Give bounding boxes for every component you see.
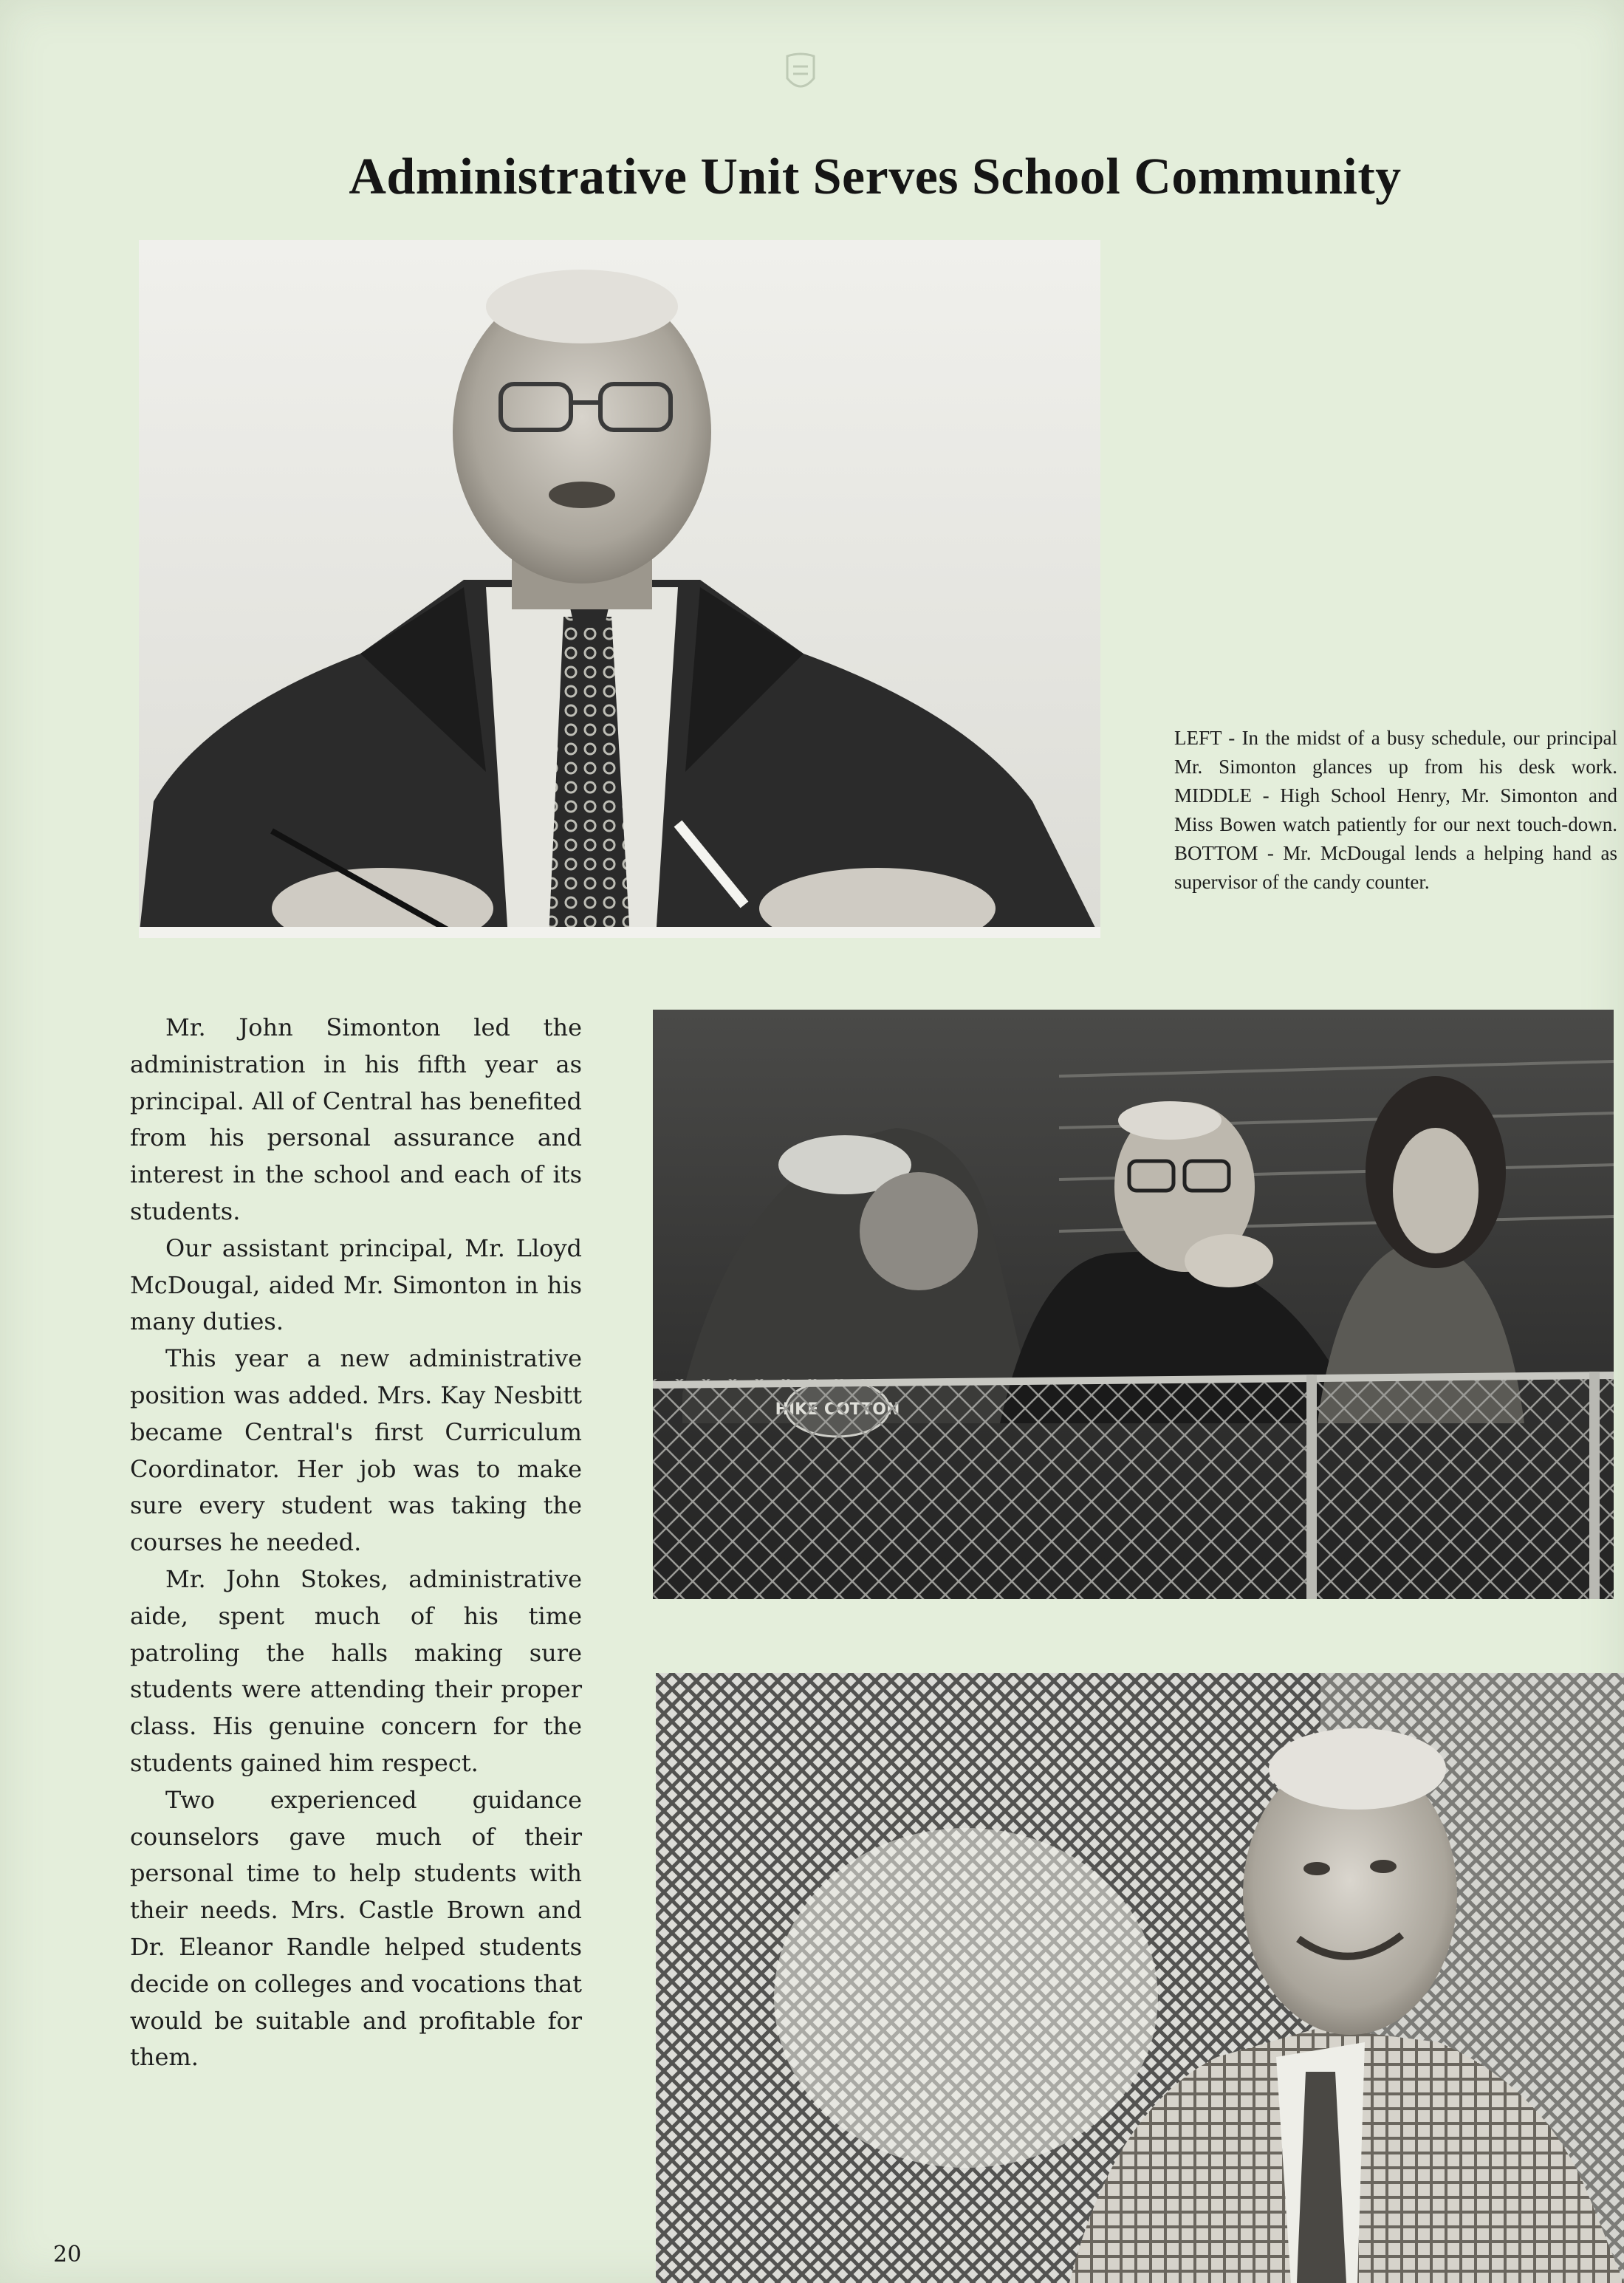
page-title: Administrative Unit Serves School Community — [349, 148, 1402, 205]
photo-candy-counter-supervisor — [656, 1673, 1624, 2283]
photo-principal-at-desk — [139, 240, 1100, 938]
page-number: 20 — [53, 2242, 82, 2267]
paragraph: This year a new administrative position was added. Mrs. Kay Nesbitt became Central's first Curriculum Coordinator. Her job was to make sure every student was taking the courses he needed. — [130, 1344, 582, 1557]
photo-spectators-in-stands — [653, 1010, 1614, 1599]
paragraph: Two experienced guidance counselors gave much of their personal time to help students with their needs. Mrs. Castle Brown and Dr. Eleanor Randle helped students decide on colleges and vocations that would be suitable and profitable for them. — [130, 1785, 582, 2072]
article-body — [130, 1010, 582, 2076]
emblem-watermark-icon — [781, 52, 820, 96]
paragraph: Mr. John Simonton led the administration in his fifth year as principal. All of Central has benefited from his personal assurance and interest in the school and each of its students. — [130, 1013, 582, 1225]
photo-caption: LEFT - In the midst of a busy schedule, our principal Mr. Simonton glances up from his desk work. MIDDLE - High School Henry, Mr. Simonton and Miss Bowen watch patiently for our next touch-down. BOTTOM - Mr. McDougal lends a helping hand as supervisor of the candy counter. — [1174, 727, 1617, 893]
paragraph: Our assistant principal, Mr. Lloyd McDougal, aided Mr. Simonton in his many duties. — [130, 1233, 582, 1336]
paragraph: Mr. John Stokes, administrative aide, spent much of his time patroling the halls making sure students were attending their proper class. His genuine concern for the students gained him respect. — [130, 1564, 582, 1777]
